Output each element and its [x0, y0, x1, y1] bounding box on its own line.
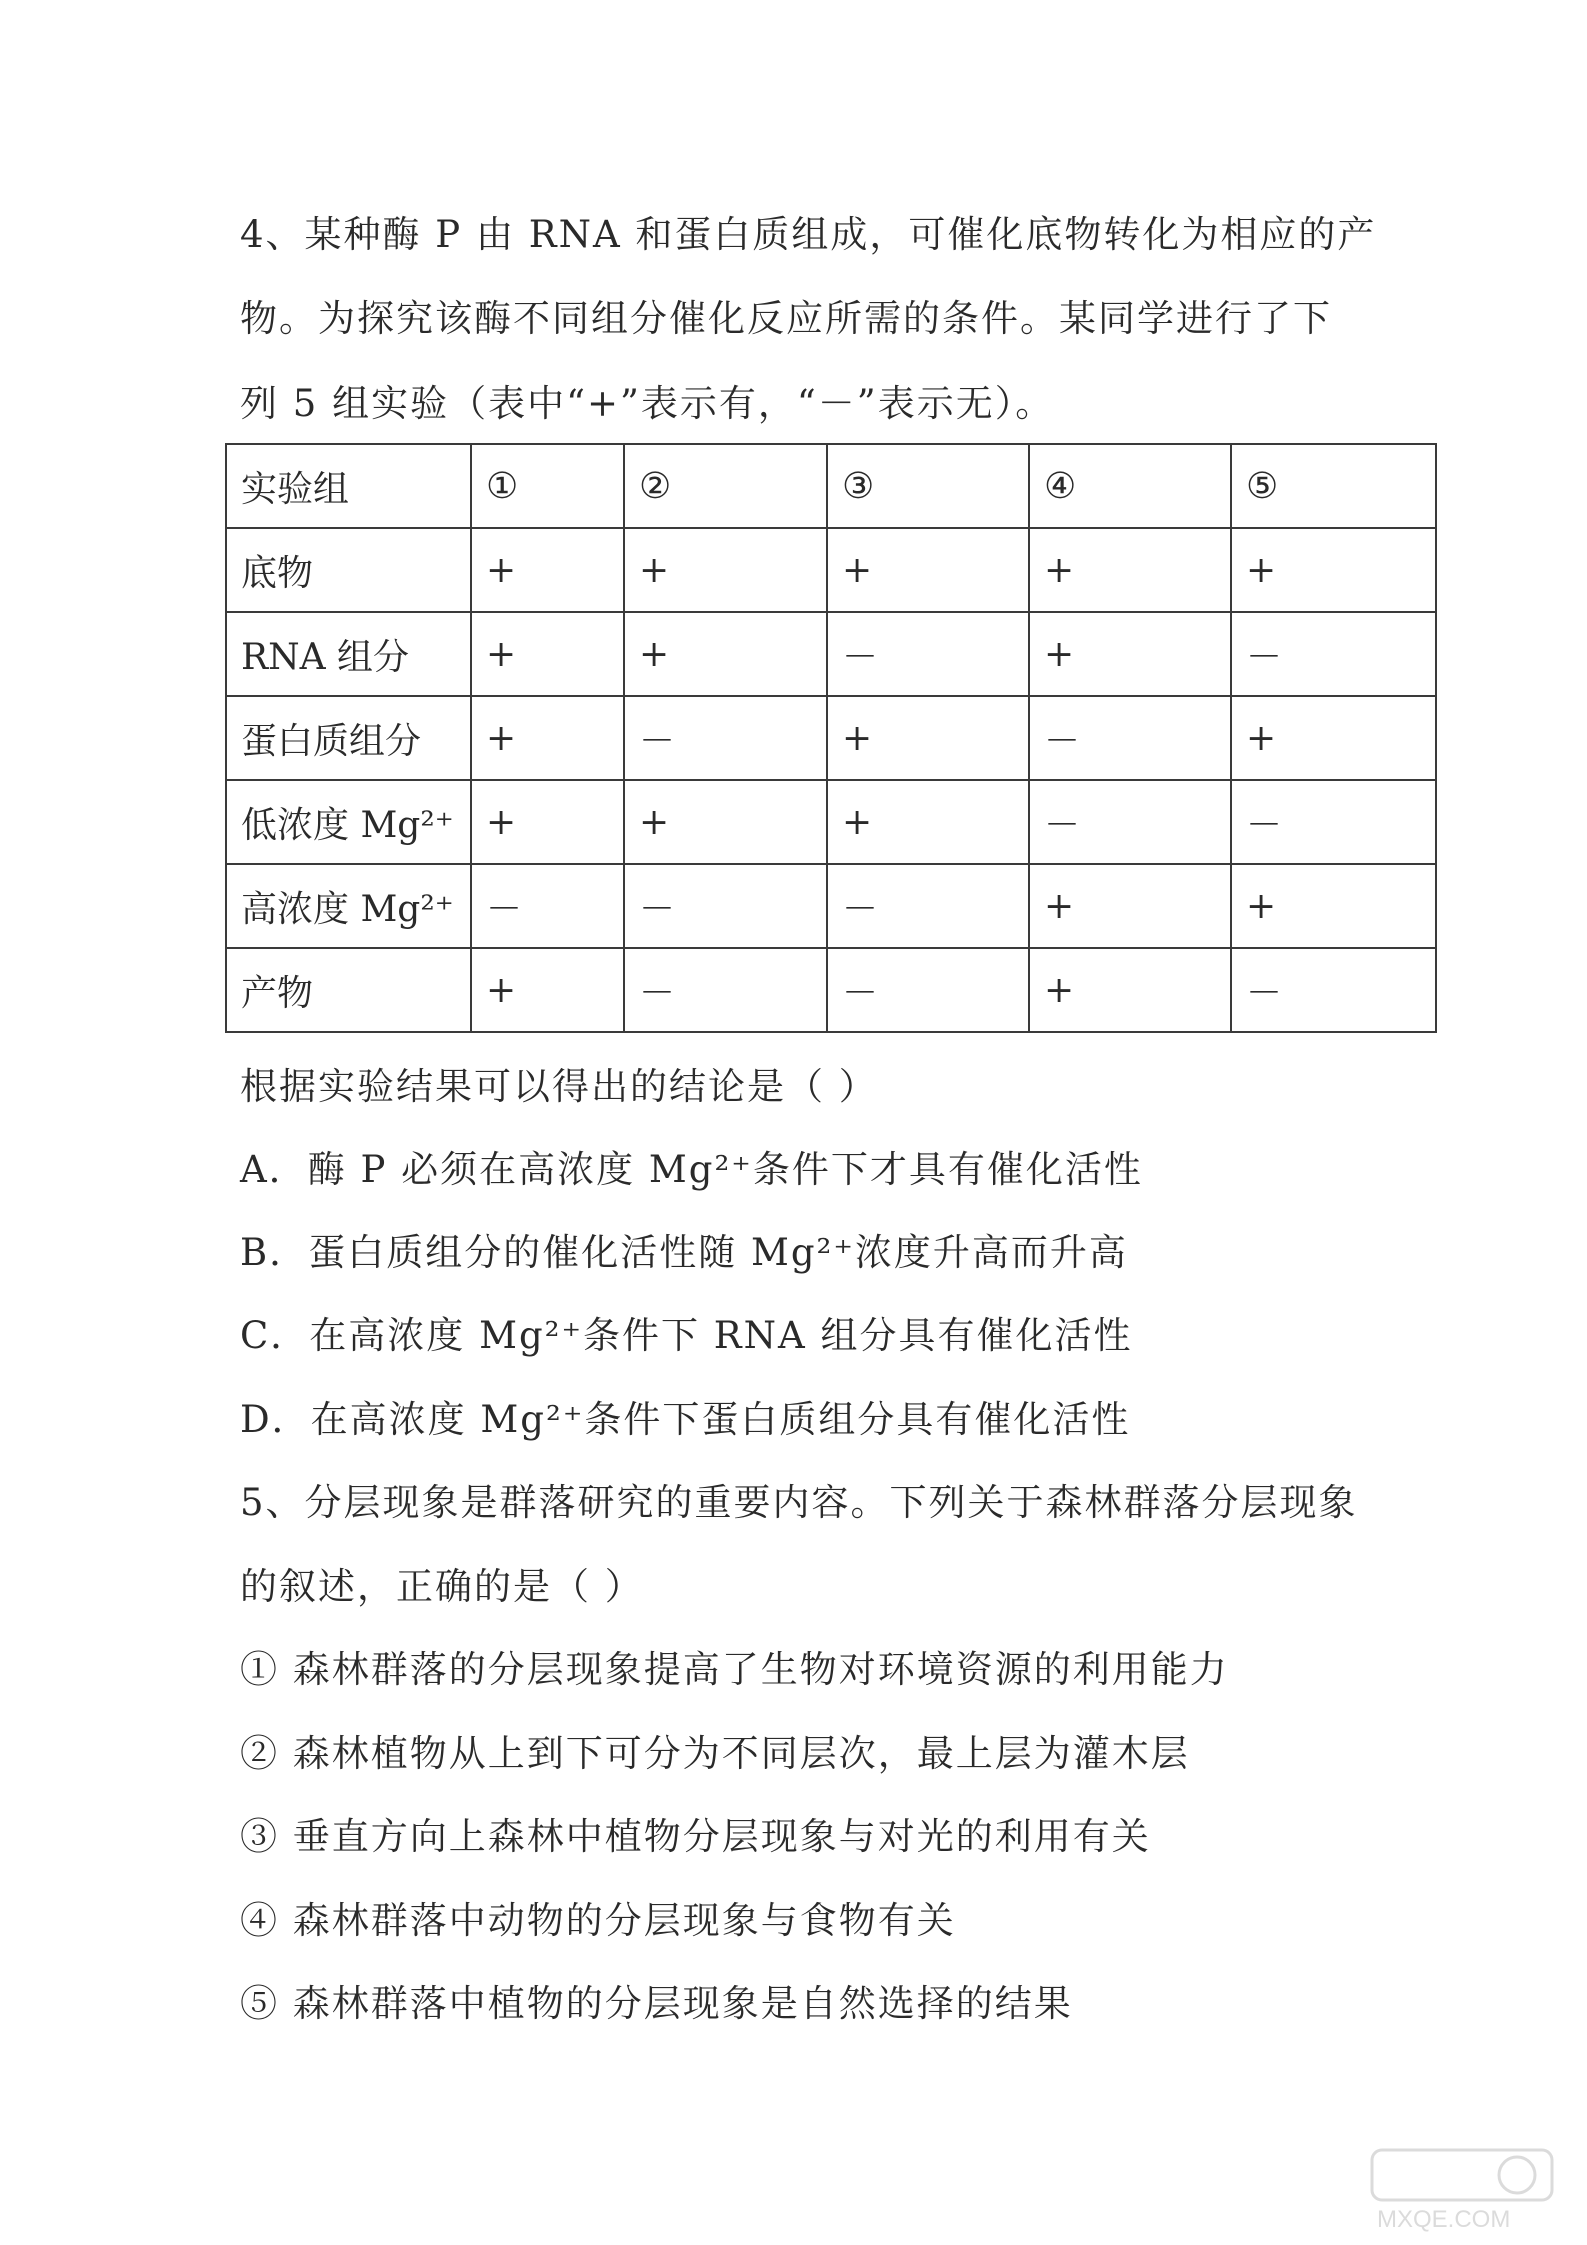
q4-option-b: B．蛋白质组分的催化活性随 Mg²⁺浓度升高而升高	[240, 1231, 1128, 1274]
q5-stem-line-2: 的叙述，正确的是（ ）	[240, 1565, 644, 1608]
table-row-label: RNA 组分	[226, 612, 471, 696]
q4-option-a: A．酶 P 必须在高浓度 Mg²⁺条件下才具有催化活性	[240, 1148, 1143, 1191]
table-cell: +	[1231, 696, 1436, 780]
table-cell: +	[471, 780, 624, 864]
table-cell: +	[1029, 528, 1231, 612]
table-header-cell: ⑤	[1231, 444, 1436, 528]
table-row	[226, 780, 1436, 864]
table-cell: +	[827, 780, 1029, 864]
table-row-label: 底物	[226, 528, 471, 612]
table-row	[226, 948, 1436, 1032]
q5-item-4: ④ 森林群落中动物的分层现象与食物有关	[240, 1899, 956, 1942]
table-header-cell: ④	[1029, 444, 1231, 528]
q5-item-2: ② 森林植物从上到下可分为不同层次，最上层为灌木层	[240, 1732, 1190, 1775]
table-cell: －	[827, 948, 1029, 1032]
table-cell: －	[1231, 780, 1436, 864]
q4-stem-line-2: 物。为探究该酶不同组分催化反应所需的条件。某同学进行了下	[240, 297, 1332, 340]
table-header-cell: ③	[827, 444, 1029, 528]
table-cell: +	[1029, 948, 1231, 1032]
table-cell: －	[1231, 612, 1436, 696]
q4-option-c: C．在高浓度 Mg²⁺条件下 RNA 组分具有催化活性	[240, 1314, 1133, 1357]
table-row	[226, 864, 1436, 948]
q4-question: 根据实验结果可以得出的结论是（ ）	[240, 1065, 878, 1108]
table-cell: －	[471, 864, 624, 948]
table-row-label: 蛋白质组分	[226, 696, 471, 780]
q4-option-d: D．在高浓度 Mg²⁺条件下蛋白质组分具有催化活性	[240, 1398, 1131, 1441]
table-cell: －	[1029, 780, 1231, 864]
table-cell: +	[624, 612, 827, 696]
q5-stem-line-1: 5、分层现象是群落研究的重要内容。下列关于森林群落分层现象	[240, 1481, 1358, 1524]
table-cell: +	[827, 696, 1029, 780]
table-cell: －	[1231, 948, 1436, 1032]
table-header-cell: ①	[471, 444, 624, 528]
table-cell: +	[827, 528, 1029, 612]
table-cell: +	[1029, 612, 1231, 696]
table-cell: +	[471, 696, 624, 780]
table-cell: +	[471, 528, 624, 612]
table-cell: +	[471, 612, 624, 696]
table-cell: －	[827, 864, 1029, 948]
q5-item-5: ⑤ 森林群落中植物的分层现象是自然选择的结果	[240, 1982, 1073, 2025]
q4-stem-line-1: 4、某种酶 P 由 RNA 和蛋白质组成，可催化底物转化为相应的产	[240, 213, 1377, 256]
table-header-cell: 实验组	[226, 444, 471, 528]
table-row-label: 产物	[226, 948, 471, 1032]
experiment-table	[225, 443, 1437, 1033]
table-cell: －	[624, 864, 827, 948]
watermark-logo	[1367, 2145, 1557, 2235]
table-cell: +	[1231, 864, 1436, 948]
table-row	[226, 612, 1436, 696]
table-row-label: 低浓度 Mg²⁺	[226, 780, 471, 864]
table-cell: +	[471, 948, 624, 1032]
table-cell: +	[624, 780, 827, 864]
table-row-label: 高浓度 Mg²⁺	[226, 864, 471, 948]
watermark-text: MXQE.COM	[1377, 2206, 1511, 2233]
table-cell: +	[1231, 528, 1436, 612]
table-cell: +	[1029, 864, 1231, 948]
q5-item-3: ③ 垂直方向上森林中植物分层现象与对光的利用有关	[240, 1815, 1151, 1858]
table-cell: －	[1029, 696, 1231, 780]
table-cell: －	[827, 612, 1029, 696]
table-cell: +	[624, 528, 827, 612]
q4-stem-line-3: 列 5 组实验（表中“+”表示有，“－”表示无）。	[240, 382, 1055, 425]
table-cell: －	[624, 948, 827, 1032]
table-row	[226, 528, 1436, 612]
q5-item-1: ① 森林群落的分层现象提高了生物对环境资源的利用能力	[240, 1648, 1229, 1691]
table-header-row	[226, 444, 1436, 528]
table-row	[226, 696, 1436, 780]
table-header-cell: ②	[624, 444, 827, 528]
table-cell: －	[624, 696, 827, 780]
